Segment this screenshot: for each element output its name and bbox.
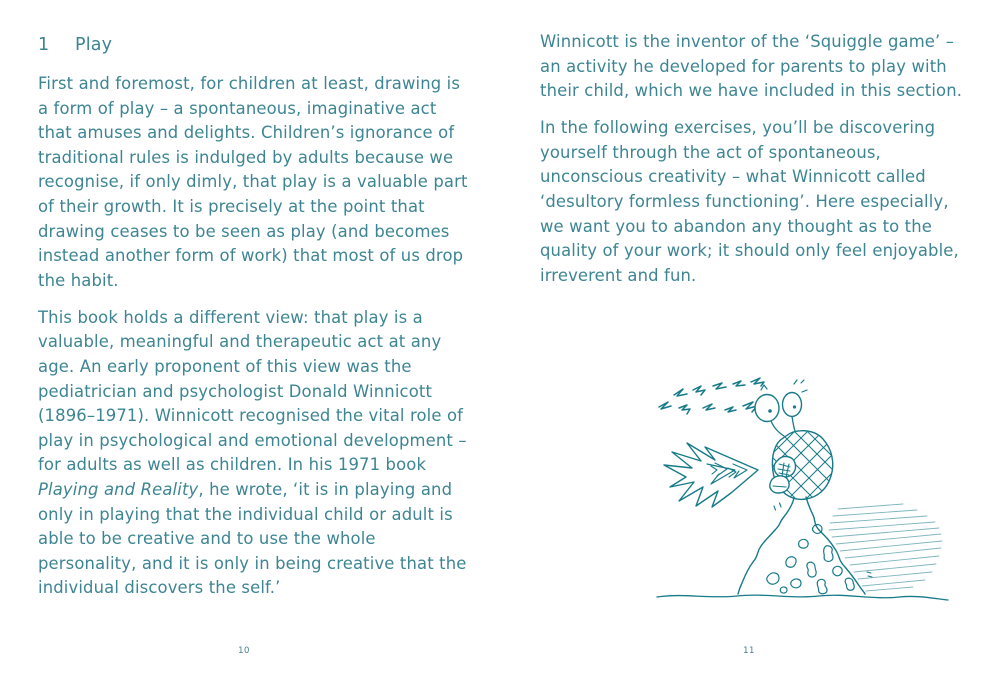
- right-pupil: [793, 405, 796, 408]
- paragraph-winnicott-view: [38, 306, 468, 601]
- chapter-title: Play: [75, 35, 113, 55]
- left-page-text-column: [38, 32, 468, 601]
- background-hatch-lines: [829, 504, 942, 591]
- spotted-mound: [738, 497, 872, 594]
- ground-line: [657, 595, 948, 600]
- chapter-number: 1: [38, 35, 50, 55]
- zigzag-scribbles-row1: [674, 378, 764, 396]
- page-number-left: 10: [238, 646, 250, 656]
- squiggle-creature-illustration: [645, 360, 967, 628]
- paragraph-play-intro: First and foremost, for children at least, drawing is a form of play – a spontaneous, imaginative act that amuses and delights. Children’s ignorance of traditional rules is indulged by adults because we recognise, if only dimly, that play is a valuable part of their growth. It is precisely at the point that drawing ceases to be seen as play (and becomes instead another form of work) that most of us drop the habit.: [38, 74, 468, 290]
- paragraph-exercises: In the following exercises, you’ll be discovering yourself through the act of spontaneous, unconscious creativity – what Winnicott called ‘desultory formless functioning’. Here especially, we want you to abandon any thought as to the quality of your work; it should only feel enjoyable, irreverent and fun.: [540, 118, 959, 285]
- small-tick-marks: [774, 503, 781, 510]
- mound-spots: [767, 525, 855, 594]
- shell-crosshatch: [751, 423, 851, 516]
- zigzag-scribbles-row2: [659, 401, 765, 414]
- right-page-text-column: [540, 30, 964, 288]
- left-pupil: [768, 409, 772, 413]
- creature-shell: [751, 423, 851, 516]
- paragraph-text: , he wrote, ‘it is in playing and only in playing that the individual child or adult is able to be creative and to use the whole personality, and it is only in being creative that the individual discovers the self.’: [38, 480, 467, 598]
- paragraph-text: This book holds a different view: that play is a valuable, meaningful and therapeutic act at any age. An early proponent of this view was the pediatrician and psychologist Donald Winnicott (1896–1971). Winnicott recognised the vital role of play in psychological and emotional development – for adults as well as children. In his 1971 book: [38, 307, 467, 475]
- spiky-burst: [664, 443, 758, 507]
- page-number-right: 11: [743, 646, 755, 656]
- book-title-italic: Playing and Reality: [38, 480, 199, 499]
- creature-eyes: [755, 393, 802, 422]
- paragraph-squiggle-game: Winnicott is the inventor of the ‘Squiggle game’ – an activity he developed for parents to play with their child, which we have included in this section.: [540, 32, 963, 101]
- chapter-heading: [38, 32, 468, 58]
- stress-marks: [761, 380, 807, 392]
